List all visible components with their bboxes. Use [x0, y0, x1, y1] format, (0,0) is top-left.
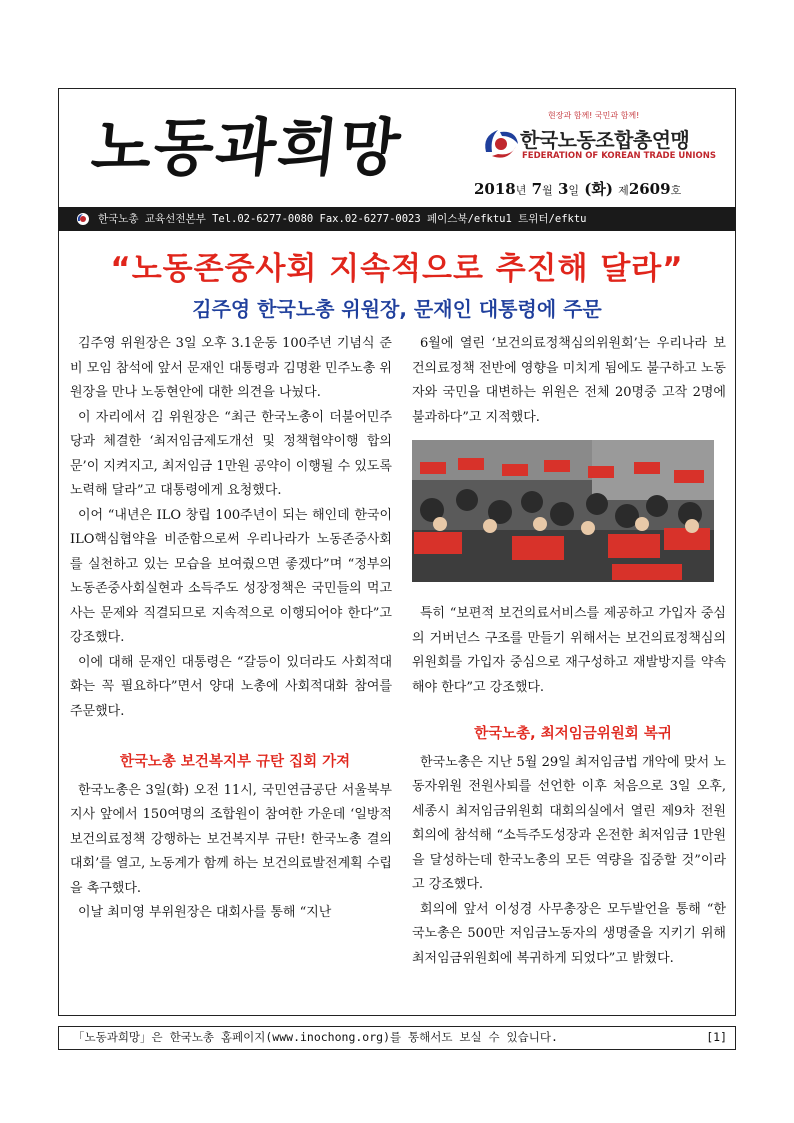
- footer-bar: [58, 1026, 736, 1050]
- contact-info-text: 한국노총 교육선전본부 Tel.02-6277-0080 Fax.02-6277-0023 페이스북/efktu1 트위터/efktu: [98, 213, 587, 225]
- article-paragraph: 이에 대해 문재인 대통령은 “갈등이 있더라도 사회적대화는 꼭 필요하다”면서 양대 노총에 사회적대화 참여를 주문했다.: [70, 654, 392, 719]
- footer-text: 「노동과희망」은 한국노총 홈페이지(www.inochong.org)를 통해서도 보실 수 있습니다.: [73, 1030, 558, 1044]
- article-paragraph: 이어 “내년은 ILO 창립 100주년이 되는 해인데 한국이 ILO핵심협약을 비준함으로써 우리나라가 노동존중사회를 실천하고 있는 모습을 보여줬으면 좋겠다”며 “정부의 노동존중사회실현과 소득주도 성장정책은 국민들의 먹고사는 문제와 직결되므로 지속적으로 이행되어야 한다”고 강조했다.: [70, 507, 392, 645]
- fktu-mini-emblem-icon: [76, 212, 90, 226]
- issue-dateline: 2018년 7월 3일 (화) 제2609호: [474, 180, 682, 198]
- article-paragraph: 김주영 위원장은 3일 오후 3.1운동 100주년 기념식 준비 모임 참석에 앞서 문재인 대통령과 김명환 민주노총 위원장을 만나 노동현안에 대한 의견을 나눴다.: [70, 336, 392, 400]
- issue-number: 2609: [628, 180, 671, 198]
- date-year: 2018: [474, 180, 516, 198]
- article-paragraph: 한국노총은 지난 5월 29일 최저임금법 개악에 맞서 노동자위원 전원사퇴를 선언한 이후 처음으로 3일 오후, 세종시 최저임금위원회 대회의실에서 열린 제9차 전원회의에 참석해 “소득주도성장과 온전한 최저임금 1만원을 달성하는데 한국노총의 모든 역량을 집중할 것”이라고 강조했다.: [412, 754, 726, 892]
- section-heading-welfare-rally: 한국노총 보건복지부 규탄 집회 가져: [119, 754, 351, 770]
- article-paragraph: 이날 최미영 부위원장은 대회사를 통해 “지난: [78, 905, 332, 920]
- article-paragraph: 이 자리에서 김 위원장은 “최근 한국노총이 더불어민주당과 체결한 ‘최저임금제도개선 및 정책협약이행 합의문’이 지켜지고, 최저임금 1만원 공약이 이행될 수 있도록 노력해 달라”고 대통령에게 요청했다.: [70, 409, 392, 498]
- slogan: 현장과 함께! 국민과 함께!: [548, 111, 640, 120]
- sub-headline: 김주영 한국노총 위원장, 문재인 대통령에 주문: [192, 297, 602, 321]
- main-headline: “노동존중사회 지속적으로 추진해 달라”: [110, 251, 684, 287]
- org-name-korean: 한국노동조합총연맹: [520, 128, 690, 152]
- contact-info-bar: [58, 207, 736, 231]
- section-heading-minimum-wage: 한국노총, 최저임금위원회 복귀: [474, 726, 672, 742]
- newsletter-title: 노동과희망: [88, 111, 406, 184]
- article-paragraph: 한국노총은 3일(화) 오전 11시, 국민연금공단 서울북부지사 앞에서 150여명의 조합원이 참여한 가운데 ‘일방적 보건의료정책 강행하는 보건복지부 규탄! 한국노총 결의대회’를 열고, 노동계가 함께 하는 보건의료발전계획 수립을 촉구했다.: [70, 782, 392, 896]
- rally-photo: [412, 440, 714, 582]
- right-column: [412, 332, 726, 971]
- article-paragraph: 회의에 앞서 이성경 사무총장은 모두발언을 통해 “한국노총은 500만 저임금노동자의 생명줄을 지키기 위해 최저임금위원회에 복귀하게 되었다”고 밝혔다.: [412, 901, 726, 966]
- date-month: 7: [531, 180, 543, 198]
- date-day: 3: [557, 180, 569, 198]
- date-weekday: (화): [584, 180, 613, 198]
- article-paragraph: 특히 “보편적 보건의료서비스를 제공하고 가입자 중심의 거버넌스 구조를 만들기 위해서는 보건의료정책심의위원회를 가입자 중심으로 재구성하고 재발방지를 약속해야 한다”고 강조했다.: [412, 606, 726, 695]
- org-name-english: FEDERATION OF KOREAN TRADE UNIONS: [522, 151, 717, 161]
- article-paragraph: 6월에 열린 ‘보건의료정책심의위원회’는 우리나라 보건의료정책 전반에 영향을 미치게 됨에도 불구하고 노동자와 국민을 대변하는 위원은 전체 20명중 고작 2명에 불과하다”고 지적했다.: [412, 336, 726, 425]
- fktu-emblem-icon: [478, 122, 522, 166]
- page-number: [1]: [706, 1030, 727, 1044]
- left-column: [70, 332, 392, 926]
- fktu-logo-block: [478, 110, 728, 170]
